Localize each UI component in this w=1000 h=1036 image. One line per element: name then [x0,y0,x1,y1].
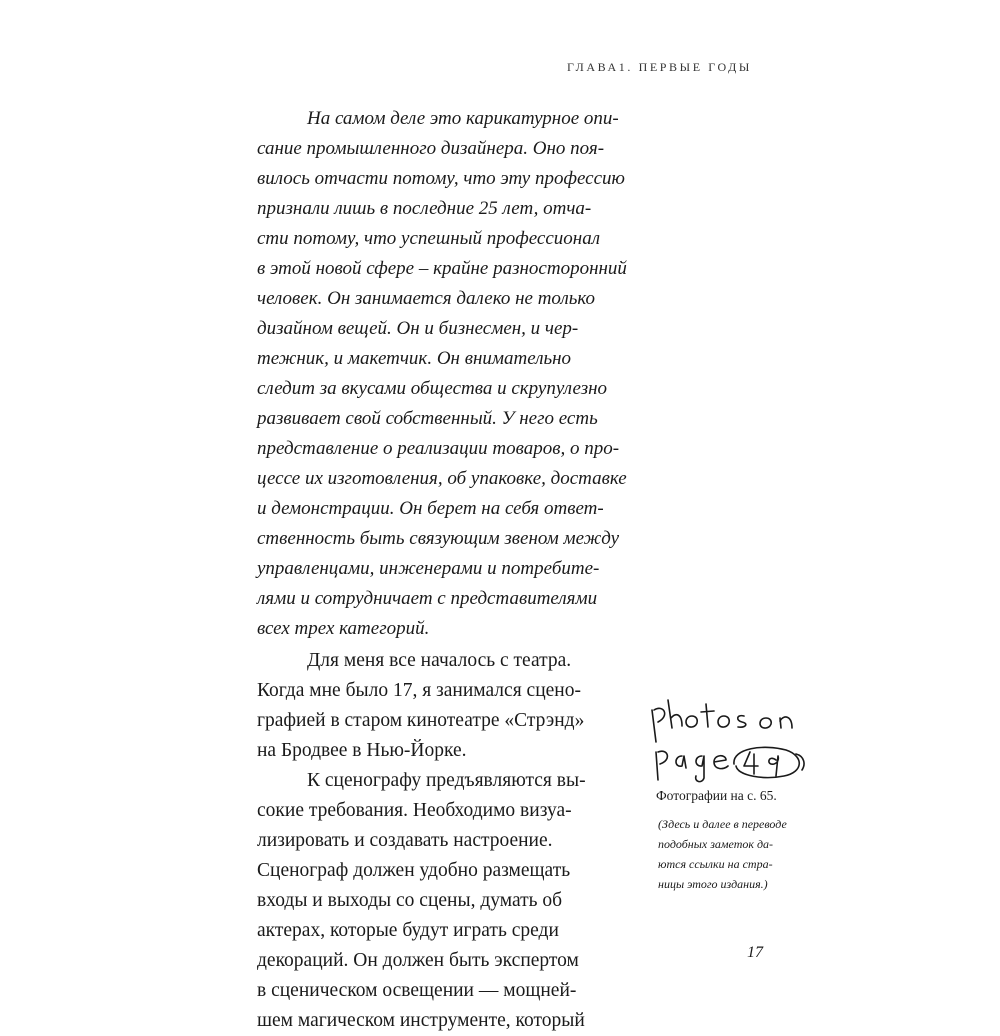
text-line: вилось отчасти потому, что эту профессию [257,168,625,189]
text-line: К сценографу предъявляются вы- [307,770,586,791]
text-line: сание промышленного дизайнера. Оно поя- [257,138,605,159]
text-line: Для меня все началось с театра. [307,650,572,671]
text-line: развивает свой собственный. У него есть [257,408,598,429]
text-line: управленцами, инженерами и потребите- [257,558,600,579]
text-line: сокие требования. Необходимо визуа- [257,800,572,821]
text-line: и демонстрации. Он берет на себя ответ- [257,498,604,519]
page-number: 17 [747,944,763,961]
text-line: Сценограф должен удобно размещать [257,860,571,881]
text-line: входы и выходы со сцены, думать об [257,890,563,911]
text-line: следит за вкусами общества и скрупулезно [257,378,608,399]
text-line: в сценическом освещении — мощней- [257,980,577,1001]
main-text-column [257,104,637,1036]
translator-note-line: ются ссылки на стра- [658,857,773,871]
text-line: графией в старом кинотеатре «Стрэнд» [257,710,585,731]
translator-note-line: ницы этого издания.) [658,877,768,891]
text-line: человек. Он занимается далеко не только [257,288,596,309]
text-line: ственность быть связующим звеном между [257,528,620,549]
body-paragraph-theatre [257,646,637,766]
text-line: цессе их изготовления, об упаковке, доставке [257,468,627,489]
handwritten-note-drawing [646,694,816,788]
body-paragraph-scenographer [257,766,637,1036]
margin-note [646,694,826,894]
text-line: декораций. Он должен быть экспертом [257,950,579,971]
text-line: тежник, и макетчик. Он внимательно [257,348,572,369]
translator-note-line: подобных заметок да- [658,837,774,851]
text-line: представление о реализации товаров, о про- [257,438,620,459]
text-line: На самом деле это карикатурное опи- [307,108,619,129]
text-line: всех трех категорий. [257,618,430,639]
text-line: признали лишь в последние 25 лет, отча- [257,198,592,219]
text-line: Когда мне было 17, я занимался сцено- [257,680,581,701]
running-head: ГЛАВА1. ПЕРВЫЕ ГОДЫ [567,60,752,74]
text-line: на Бродвее в Нью-Йорке. [257,740,467,761]
text-line: лями и сотрудничает с представителями [257,588,598,609]
text-line: актерах, которые будут играть среди [257,920,559,941]
text-line: в этой новой сфере – крайне разносторонний [257,258,627,279]
translator-note-line: (Здесь и далее в переводе [658,817,787,831]
translator-note [658,814,826,894]
italic-quote-paragraph [257,104,637,644]
margin-caption: Фотографии на с. 65. [656,788,777,803]
text-line: лизировать и создавать настроение. [257,830,553,851]
text-line: сти потому, что успешный профессионал [257,228,600,249]
text-line: дизайном вещей. Он и бизнесмен, и чер- [257,318,579,339]
text-line: шем магическом инструменте, который [257,1010,585,1031]
